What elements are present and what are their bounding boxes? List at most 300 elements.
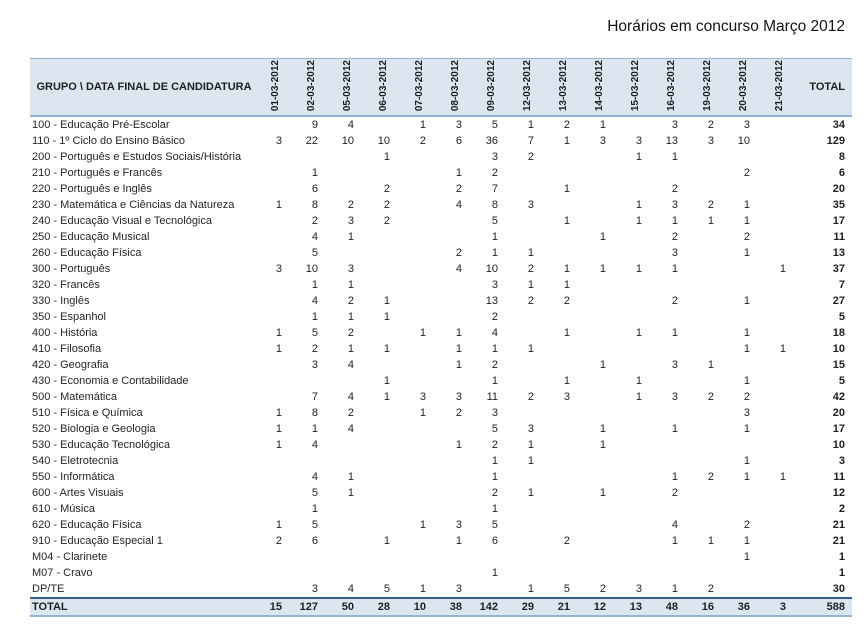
cell-value	[258, 229, 294, 245]
cell-value: 1	[275, 199, 282, 211]
cell-value	[402, 261, 438, 277]
cell-value	[294, 373, 330, 389]
row-total: 12	[832, 487, 845, 499]
cell-value: 1	[743, 423, 750, 435]
date-column-header	[330, 59, 366, 117]
cell-value: 3	[419, 391, 426, 403]
cell-value: 5	[311, 327, 318, 339]
cell-value: 1	[347, 311, 354, 323]
table-row	[30, 517, 852, 533]
cell-value	[546, 549, 582, 565]
cell-value	[582, 293, 618, 309]
cell-value: 1	[275, 343, 282, 355]
cell-value	[402, 165, 438, 181]
table-row	[30, 309, 852, 325]
cell-value	[762, 197, 798, 213]
cell-value: 1	[347, 487, 354, 499]
cell-value	[654, 501, 690, 517]
cell-value	[654, 565, 690, 581]
row-total: 6	[838, 167, 845, 179]
table-row	[30, 165, 852, 181]
cell-value: 1	[527, 119, 534, 131]
row-label: 420 - Geografia	[32, 359, 109, 371]
cell-value: 13	[618, 598, 654, 616]
cell-value	[438, 501, 474, 517]
cell-value: 3	[762, 598, 798, 616]
cell-value	[366, 485, 402, 501]
row-label: 200 - Português e Estudos Sociais/História	[32, 151, 242, 163]
cell-value: 1	[671, 215, 678, 227]
cell-value	[690, 149, 726, 165]
cell-value: 3	[707, 135, 714, 147]
cell-value: 2	[743, 391, 750, 403]
cell-value	[690, 277, 726, 293]
cell-value	[618, 533, 654, 549]
table-row	[30, 581, 852, 598]
cell-value	[762, 133, 798, 149]
cell-value	[258, 389, 294, 405]
cell-value: 9	[311, 119, 318, 131]
cell-value: 2	[563, 535, 570, 547]
cell-value	[762, 421, 798, 437]
row-total: 17	[832, 423, 845, 435]
cell-value	[582, 517, 618, 533]
cell-value	[546, 517, 582, 533]
cell-value: 2	[707, 119, 714, 131]
cell-value	[366, 277, 402, 293]
cell-value: 1	[419, 519, 426, 531]
cell-value	[258, 501, 294, 517]
cell-value	[762, 549, 798, 565]
row-label: 260 - Educação Física	[32, 247, 142, 259]
cell-value	[618, 309, 654, 325]
table-row	[30, 405, 852, 421]
cell-value: 1	[671, 263, 678, 275]
cell-value	[258, 116, 294, 133]
cell-value: 2	[671, 295, 678, 307]
cell-value	[294, 149, 330, 165]
row-label: 330 - Inglês	[32, 295, 90, 307]
cell-value	[690, 165, 726, 181]
cell-value: 11	[486, 391, 498, 403]
table-row	[30, 549, 852, 565]
cell-value	[330, 181, 366, 197]
cell-value: 7	[491, 183, 498, 195]
cell-value: 4	[311, 295, 318, 307]
cell-value	[438, 149, 474, 165]
cell-value	[258, 213, 294, 229]
cell-value: 1	[527, 247, 534, 259]
cell-value: 2	[311, 215, 318, 227]
table-row	[30, 277, 852, 293]
cell-value	[690, 293, 726, 309]
cell-value	[438, 421, 474, 437]
cell-value	[762, 405, 798, 421]
cell-value: 12	[582, 598, 618, 616]
cell-value: 8	[311, 199, 318, 211]
cell-value	[510, 325, 546, 341]
cell-value	[582, 565, 618, 581]
cell-value	[366, 325, 402, 341]
row-label: 210 - Português e Francês	[32, 167, 163, 179]
cell-value: 1	[311, 279, 318, 291]
cell-value: 2	[743, 519, 750, 531]
cell-value	[402, 565, 438, 581]
cell-value	[582, 405, 618, 421]
cell-value: 1	[743, 327, 750, 339]
row-label: 510 - Física e Química	[32, 407, 143, 419]
cell-value	[366, 565, 402, 581]
row-total: 35	[832, 199, 845, 211]
cell-value	[366, 229, 402, 245]
cell-value: 1	[635, 391, 642, 403]
cell-value	[762, 325, 798, 341]
date-label: 07-03-2012	[414, 59, 425, 112]
cell-value	[582, 213, 618, 229]
cell-value: 1	[419, 407, 426, 419]
cell-value: 1	[527, 455, 534, 467]
row-label: 430 - Economia e Contabilidade	[32, 375, 189, 387]
cell-value	[654, 165, 690, 181]
cell-value: 2	[347, 407, 354, 419]
cell-value: 2	[491, 311, 498, 323]
cell-value	[510, 565, 546, 581]
cell-value: 3	[455, 119, 462, 131]
row-label: DP/TE	[32, 583, 65, 595]
cell-value: 1	[383, 295, 390, 307]
cell-value: 10	[737, 135, 750, 147]
cell-value	[474, 549, 510, 565]
date-column-header	[402, 59, 438, 117]
cell-value: 1	[599, 487, 606, 499]
row-label: 100 - Educação Pré-Escolar	[32, 119, 170, 131]
cell-value: 2	[527, 295, 534, 307]
cell-value: 1	[671, 423, 678, 435]
cell-value: 2	[455, 183, 462, 195]
cell-value: 3	[671, 247, 678, 259]
cell-value: 1	[707, 215, 714, 227]
cell-value: 3	[635, 583, 642, 595]
cell-value	[762, 277, 798, 293]
row-total: 5	[838, 375, 845, 387]
date-label: 09-03-2012	[486, 59, 497, 112]
cell-value: 3	[311, 359, 318, 371]
table-row	[30, 533, 852, 549]
date-label: 06-03-2012	[378, 59, 389, 112]
cell-value	[366, 405, 402, 421]
cell-value: 3	[491, 151, 498, 163]
table-row	[30, 229, 852, 245]
cell-value	[618, 341, 654, 357]
cell-value	[258, 549, 294, 565]
cell-value: 2	[455, 247, 462, 259]
cell-value	[402, 245, 438, 261]
cell-value	[258, 181, 294, 197]
table-body	[30, 116, 852, 598]
cell-value: 36	[485, 135, 498, 147]
cell-value: 1	[707, 359, 714, 371]
cell-value: 1	[383, 391, 390, 403]
date-column-header	[582, 59, 618, 117]
row-label: 220 - Português e Inglês	[32, 183, 152, 195]
cell-value	[654, 405, 690, 421]
cell-value	[258, 469, 294, 485]
cell-value	[258, 453, 294, 469]
cell-value	[546, 309, 582, 325]
cell-value	[258, 485, 294, 501]
cell-value: 4	[491, 327, 498, 339]
date-column-header	[474, 59, 510, 117]
cell-value	[330, 245, 366, 261]
table-row	[30, 389, 852, 405]
date-column-header	[438, 59, 474, 117]
cell-value: 3	[527, 199, 534, 211]
cell-value: 2	[707, 391, 714, 403]
cell-value	[690, 565, 726, 581]
cell-value: 28	[366, 598, 402, 616]
table-header	[30, 59, 852, 117]
cell-value	[366, 421, 402, 437]
cell-value	[330, 565, 366, 581]
cell-value: 1	[779, 263, 786, 275]
table-row	[30, 149, 852, 165]
cell-value	[510, 549, 546, 565]
cell-value	[438, 277, 474, 293]
table-row	[30, 133, 852, 149]
cell-value: 8	[311, 407, 318, 419]
cell-value: 3	[455, 391, 462, 403]
cell-value	[654, 453, 690, 469]
cell-value: 1	[455, 167, 462, 179]
cell-value: 4	[455, 199, 462, 211]
cell-value: 6	[311, 535, 318, 547]
table-row	[30, 421, 852, 437]
date-label: 05-03-2012	[342, 59, 353, 112]
cell-value	[618, 181, 654, 197]
cell-value	[654, 341, 690, 357]
cell-value: 1	[383, 343, 390, 355]
date-label: 12-03-2012	[522, 59, 533, 112]
cell-value: 1	[275, 327, 282, 339]
cell-value: 2	[347, 199, 354, 211]
cell-value: 2	[707, 471, 714, 483]
row-label: 520 - Biologia e Geologia	[32, 423, 156, 435]
row-total: 20	[832, 407, 845, 419]
row-label: 550 - Informática	[32, 471, 115, 483]
row-total: 1	[838, 567, 845, 579]
cell-value: 5	[491, 119, 498, 131]
cell-value	[618, 421, 654, 437]
cell-value	[474, 581, 510, 598]
cell-value	[762, 565, 798, 581]
cell-value: 2	[491, 359, 498, 371]
cell-value: 3	[635, 135, 642, 147]
cell-value	[690, 405, 726, 421]
cell-value	[582, 149, 618, 165]
cell-value: 3	[347, 263, 354, 275]
cell-value: 1	[563, 375, 570, 387]
cell-value: 22	[305, 135, 318, 147]
cell-value: 3	[599, 135, 606, 147]
cell-value	[402, 549, 438, 565]
cell-value: 2	[455, 407, 462, 419]
cell-value	[618, 517, 654, 533]
cell-value	[510, 517, 546, 533]
cell-value	[762, 213, 798, 229]
cell-value: 5	[311, 487, 318, 499]
cell-value: 10	[485, 263, 498, 275]
cell-value	[330, 533, 366, 549]
cell-value	[618, 357, 654, 373]
cell-value	[546, 245, 582, 261]
cell-value: 2	[707, 583, 714, 595]
cell-value: 3	[311, 583, 318, 595]
cell-value	[366, 357, 402, 373]
cell-value: 1	[491, 567, 498, 579]
cell-value	[618, 565, 654, 581]
cell-value	[402, 453, 438, 469]
cell-value: 2	[491, 487, 498, 499]
cell-value	[726, 149, 762, 165]
cell-value	[618, 437, 654, 453]
cell-value	[546, 197, 582, 213]
cell-value	[546, 565, 582, 581]
cell-value: 38	[438, 598, 474, 616]
row-total: 10	[832, 439, 845, 451]
cell-value: 3	[491, 279, 498, 291]
cell-value	[618, 229, 654, 245]
cell-value: 1	[527, 583, 534, 595]
cell-value	[330, 453, 366, 469]
row-total: 42	[832, 391, 845, 403]
cell-value: 2	[527, 391, 534, 403]
cell-value: 10	[341, 135, 354, 147]
date-label: 19-03-2012	[702, 59, 713, 112]
table-row	[30, 565, 852, 581]
cell-value	[690, 453, 726, 469]
cell-value: 2	[527, 263, 534, 275]
cell-value: 1	[563, 263, 570, 275]
cell-value: 1	[311, 167, 318, 179]
cell-value	[438, 565, 474, 581]
cell-value: 1	[743, 551, 750, 563]
cell-value	[726, 501, 762, 517]
cell-value: 1	[743, 215, 750, 227]
cell-value	[510, 373, 546, 389]
row-total: 129	[826, 135, 845, 147]
cell-value	[546, 421, 582, 437]
cell-value	[402, 501, 438, 517]
cell-value	[618, 453, 654, 469]
cell-value	[582, 453, 618, 469]
date-column-header	[546, 59, 582, 117]
cell-value: 6	[311, 183, 318, 195]
cell-value: 1	[599, 359, 606, 371]
cell-value	[762, 309, 798, 325]
cell-value: 21	[546, 598, 582, 616]
cell-value	[582, 549, 618, 565]
cell-value: 1	[347, 279, 354, 291]
cell-value: 1	[491, 455, 498, 467]
cell-value	[294, 453, 330, 469]
cell-value: 1	[491, 343, 498, 355]
cell-value	[510, 181, 546, 197]
table-row	[30, 181, 852, 197]
cell-value	[402, 197, 438, 213]
cell-value	[366, 261, 402, 277]
cell-value	[726, 261, 762, 277]
cell-value: 15	[258, 598, 294, 616]
cell-value: 2	[671, 231, 678, 243]
cell-value: 29	[510, 598, 546, 616]
cell-value: 3	[671, 199, 678, 211]
cell-value: 1	[635, 215, 642, 227]
cell-value	[582, 277, 618, 293]
cell-value	[618, 405, 654, 421]
cell-value: 1	[707, 535, 714, 547]
cell-value: 1	[275, 423, 282, 435]
cell-value: 1	[455, 343, 462, 355]
cell-value: 1	[347, 471, 354, 483]
row-label: 610 - Música	[32, 503, 95, 515]
date-column-header	[258, 59, 294, 117]
cell-value: 1	[563, 135, 570, 147]
cell-value: 2	[383, 215, 390, 227]
cell-value	[618, 245, 654, 261]
cell-value	[366, 437, 402, 453]
cell-value	[690, 373, 726, 389]
cell-value	[690, 309, 726, 325]
cell-value	[258, 293, 294, 309]
cell-value	[654, 437, 690, 453]
cell-value	[762, 437, 798, 453]
cell-value	[762, 389, 798, 405]
cell-value	[510, 213, 546, 229]
row-label: M07 - Cravo	[32, 567, 93, 579]
cell-value	[690, 421, 726, 437]
cell-value	[582, 245, 618, 261]
cell-value	[726, 277, 762, 293]
cell-value	[402, 341, 438, 357]
cell-value: 13	[485, 295, 498, 307]
cell-value	[762, 293, 798, 309]
cell-value	[438, 213, 474, 229]
cell-value	[582, 197, 618, 213]
table-row	[30, 213, 852, 229]
cell-value: 1	[455, 535, 462, 547]
cell-value	[510, 533, 546, 549]
row-label: 230 - Matemática e Ciências da Natureza	[32, 199, 235, 211]
cell-value: 2	[671, 487, 678, 499]
cell-value	[402, 309, 438, 325]
cell-value: 5	[383, 583, 390, 595]
row-total: 7	[838, 279, 845, 291]
cell-value: 4	[311, 231, 318, 243]
cell-value: 5	[311, 247, 318, 259]
cell-value	[402, 293, 438, 309]
table-row	[30, 469, 852, 485]
cell-value	[258, 149, 294, 165]
cell-value: 1	[599, 231, 606, 243]
cell-value: 1	[491, 503, 498, 515]
cell-value: 1	[527, 279, 534, 291]
cell-value	[762, 453, 798, 469]
cell-value	[330, 165, 366, 181]
cell-value: 142	[474, 598, 510, 616]
cell-value: 4	[347, 423, 354, 435]
cell-value	[690, 517, 726, 533]
cell-value	[438, 293, 474, 309]
